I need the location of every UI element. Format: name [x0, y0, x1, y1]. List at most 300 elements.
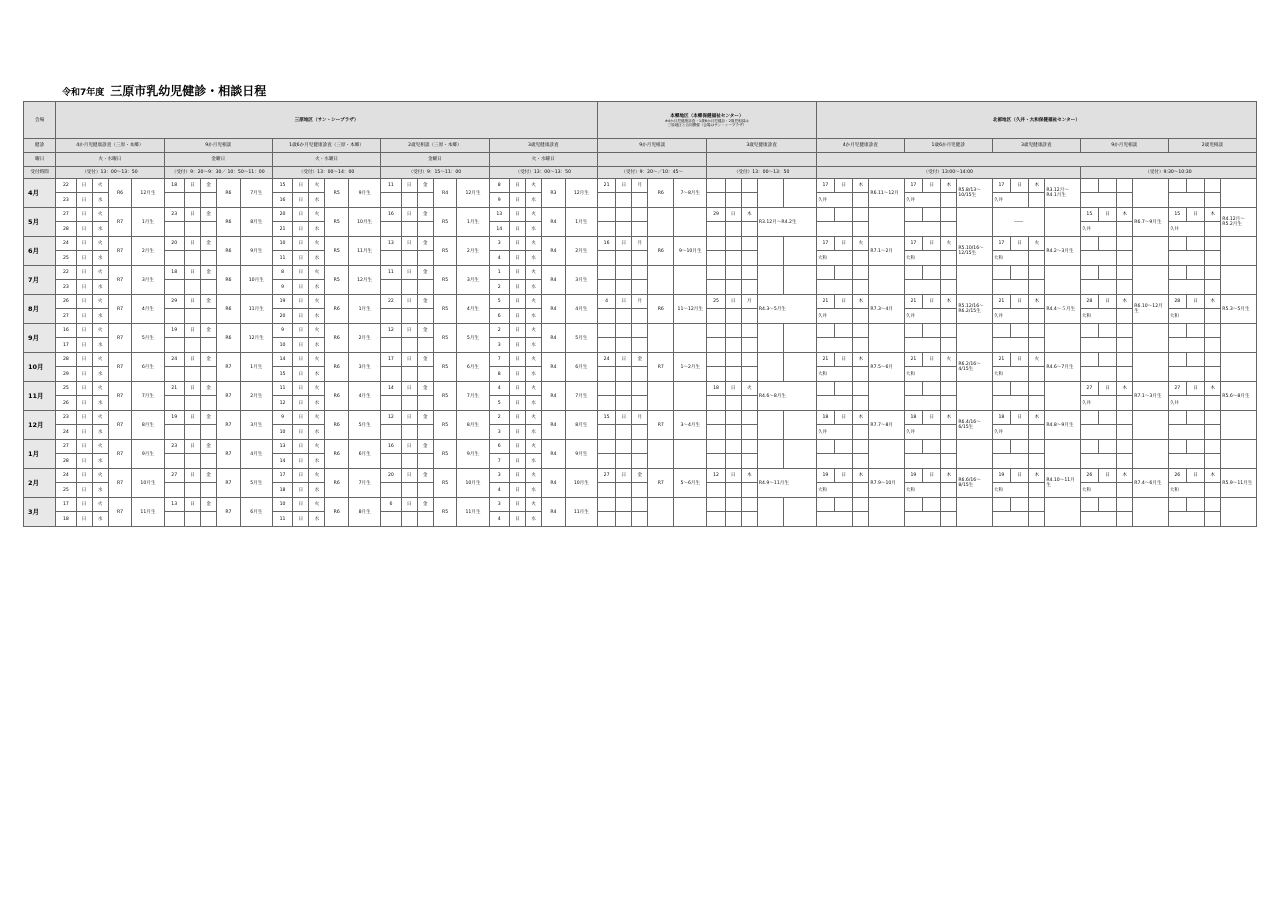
weekday: 金	[201, 266, 217, 280]
weekday: 火	[526, 498, 542, 512]
exam-day: 25	[56, 382, 76, 396]
empty-cell	[725, 266, 741, 280]
empty-cell	[1045, 208, 1080, 237]
empty-cell	[1029, 324, 1045, 338]
location: 久井	[1168, 396, 1204, 411]
day-suffix: 日	[835, 237, 853, 251]
day-suffix: 日	[293, 309, 309, 324]
empty-cell	[853, 251, 869, 266]
empty-cell	[1080, 367, 1116, 382]
exam-day: 4	[597, 295, 615, 309]
exam-day: 24	[597, 353, 615, 367]
day-suffix: 日	[509, 338, 525, 353]
weekday: 水	[92, 251, 108, 266]
weekday: 火	[309, 266, 325, 280]
empty-cell	[816, 266, 834, 280]
empty-cell	[597, 382, 615, 396]
birth-month: 7月生	[240, 179, 272, 208]
birth-month: 12月生	[240, 324, 272, 353]
weekday: 火	[941, 353, 957, 367]
empty-cell	[1205, 425, 1221, 440]
empty-cell	[816, 222, 852, 237]
empty-cell	[1117, 179, 1133, 193]
empty-cell	[184, 280, 200, 295]
empty-cell	[184, 222, 200, 237]
empty-cell	[725, 483, 741, 498]
exam-day: 27	[56, 309, 76, 324]
empty-cell	[941, 382, 957, 396]
birth-era: R6	[217, 266, 241, 295]
exam-header: 4か月児健康診査（三原・本郷）	[56, 139, 164, 153]
exam-day: 17	[992, 237, 1010, 251]
weekday: 木	[853, 469, 869, 483]
empty-cell	[648, 440, 674, 469]
exam-header: 9か月児相談	[1080, 139, 1168, 153]
empty-cell	[164, 338, 184, 353]
empty-cell	[164, 512, 184, 527]
empty-cell	[674, 498, 707, 527]
empty-cell	[1205, 251, 1221, 266]
birth-era: R5	[433, 266, 457, 295]
empty-cell	[741, 179, 757, 193]
empty-cell	[417, 425, 433, 440]
birth-era: R7	[217, 440, 241, 469]
empty-cell	[632, 440, 648, 454]
empty-cell	[401, 512, 417, 527]
day-suffix: 日	[509, 251, 525, 266]
exam-day: 8	[272, 266, 292, 280]
document-title	[62, 80, 266, 99]
empty-cell	[616, 208, 632, 222]
empty-cell	[941, 483, 957, 498]
empty-cell	[1045, 382, 1080, 411]
empty-cell	[707, 367, 725, 382]
exam-day: 21	[904, 295, 922, 309]
exam-day: 24	[164, 353, 184, 367]
birth-era: R4	[542, 382, 566, 411]
reception-time: （受付）13：00〜13：50	[707, 167, 816, 179]
day-suffix: 日	[184, 382, 200, 396]
weekday: 水	[526, 425, 542, 440]
empty-cell	[616, 324, 632, 338]
weekday: 木	[1029, 411, 1045, 425]
empty-cell	[597, 425, 615, 440]
birth-range: R4.6〜8月生	[757, 382, 816, 411]
day-suffix: 日	[76, 396, 92, 411]
exam-day: 18	[904, 411, 922, 425]
day-suffix: 日	[293, 498, 309, 512]
empty-cell	[941, 338, 957, 353]
empty-cell	[1029, 251, 1045, 266]
birth-range: R6.4/16〜6/15生	[957, 411, 992, 440]
birth-month: 10月生	[132, 469, 164, 498]
empty-cell	[1045, 324, 1080, 353]
exam-day: 18	[56, 512, 76, 527]
weekday-header: 金曜日	[381, 153, 489, 167]
empty-cell	[417, 309, 433, 324]
exam-day: 24	[56, 469, 76, 483]
weekday: 月	[632, 237, 648, 251]
birth-era: R5	[325, 179, 349, 208]
day-suffix: 日	[923, 179, 941, 193]
weekday: 金	[417, 179, 433, 193]
day-suffix: 日	[184, 440, 200, 454]
birth-month: 7月生	[565, 382, 597, 411]
birth-month: 1〜2月生	[674, 353, 707, 382]
exam-day: 8	[489, 367, 509, 382]
weekday: 火	[309, 469, 325, 483]
empty-cell	[992, 454, 1028, 469]
day-suffix: 日	[293, 440, 309, 454]
empty-cell	[417, 454, 433, 469]
birth-era: R5	[433, 324, 457, 353]
empty-cell	[1080, 353, 1098, 367]
birth-era: R5	[433, 411, 457, 440]
location: 大和	[1080, 309, 1116, 324]
empty-cell	[835, 266, 853, 280]
schedule-table	[23, 101, 1257, 527]
day-suffix: 日	[76, 469, 92, 483]
empty-cell	[957, 266, 992, 295]
empty-cell	[1205, 324, 1221, 338]
reception-label: 受付時間	[24, 167, 56, 179]
empty-cell	[1029, 396, 1045, 411]
empty-cell	[741, 512, 757, 527]
empty-cell	[941, 266, 957, 280]
empty-cell	[757, 353, 783, 382]
empty-cell	[725, 179, 741, 193]
exam-day: 24	[56, 425, 76, 440]
birth-range: R7.1〜2月	[869, 237, 904, 266]
birth-era: R4	[542, 353, 566, 382]
empty-cell	[992, 338, 1028, 353]
location: 大和	[904, 367, 940, 382]
weekday: 金	[417, 324, 433, 338]
empty-cell	[616, 498, 632, 512]
exam-day: 11	[272, 512, 292, 527]
day-suffix: 日	[293, 483, 309, 498]
venue-mihara: 三原地区（サン・シープラザ）	[56, 102, 598, 139]
empty-cell	[648, 382, 674, 411]
empty-cell	[1168, 251, 1204, 266]
birth-month: 2月生	[457, 237, 489, 266]
empty-cell	[1205, 440, 1221, 454]
empty-cell	[616, 367, 632, 382]
exam-day: 3	[489, 425, 509, 440]
empty-cell	[783, 324, 816, 353]
exam-day: 7	[489, 353, 509, 367]
empty-cell	[1098, 411, 1116, 425]
reception-time: （受付）9：20〜／10：45〜	[597, 167, 706, 179]
empty-cell	[1205, 454, 1221, 469]
birth-month: 11月生	[349, 237, 381, 266]
birth-range: R7.1〜3月生	[1133, 382, 1168, 411]
day-suffix: 日	[835, 295, 853, 309]
empty-cell	[1080, 179, 1098, 193]
exam-header: 2歳児相談	[1168, 139, 1256, 153]
empty-cell	[853, 382, 869, 396]
day-suffix: 日	[509, 483, 525, 498]
empty-cell	[597, 367, 615, 382]
exam-day: 14	[272, 454, 292, 469]
birth-month: 10月生	[457, 469, 489, 498]
day-suffix: 日	[293, 237, 309, 251]
exam-day: 15	[272, 367, 292, 382]
day-suffix: 日	[184, 295, 200, 309]
empty-cell	[401, 367, 417, 382]
weekday: 火	[92, 179, 108, 193]
weekday: 火	[92, 469, 108, 483]
day-suffix: 日	[725, 295, 741, 309]
birth-range: R6.6/16〜8/15生	[957, 469, 992, 498]
empty-cell	[1080, 440, 1098, 454]
day-suffix: 日	[509, 425, 525, 440]
empty-cell	[725, 251, 741, 266]
birth-month: 1月生	[349, 295, 381, 324]
empty-cell	[1205, 280, 1221, 295]
reception-time: （受付）9：20〜9：30／ 10：50〜11：00	[164, 167, 272, 179]
empty-cell	[184, 309, 200, 324]
reception-time: （受付）9:30〜10:30	[1080, 167, 1256, 179]
empty-cell	[904, 440, 922, 454]
empty-cell	[1205, 338, 1221, 353]
weekday: 火	[92, 324, 108, 338]
empty-cell	[816, 512, 852, 527]
day-suffix: 日	[293, 353, 309, 367]
empty-cell	[616, 251, 632, 266]
exam-day: 2	[489, 280, 509, 295]
birth-range: R7.5〜6月	[869, 353, 904, 382]
birth-era: R6	[325, 324, 349, 353]
empty-cell	[674, 266, 707, 295]
day-suffix: 日	[835, 353, 853, 367]
weekday: 火	[309, 440, 325, 454]
weekday: 水	[92, 454, 108, 469]
birth-month: 7月生	[349, 469, 381, 498]
day-suffix: 日	[184, 266, 200, 280]
weekday-label: 曜日	[24, 153, 56, 167]
exam-day: 18	[164, 266, 184, 280]
exam-day: 22	[381, 295, 401, 309]
birth-era: R7	[217, 411, 241, 440]
day-suffix: 日	[76, 179, 92, 193]
empty-cell	[1117, 338, 1133, 353]
empty-cell	[783, 498, 816, 527]
day-suffix: 日	[293, 251, 309, 266]
weekday: 火	[92, 498, 108, 512]
weekday: 水	[309, 251, 325, 266]
empty-cell	[707, 498, 725, 512]
weekday: 木	[853, 179, 869, 193]
birth-era: R7	[108, 295, 132, 324]
empty-cell	[923, 440, 941, 454]
day-suffix: 日	[76, 454, 92, 469]
day-suffix: 日	[1010, 237, 1028, 251]
empty-cell	[835, 324, 853, 338]
empty-cell	[853, 280, 869, 295]
reception-time: （受付）13：00〜13：50	[489, 167, 597, 179]
exam-day: 26	[56, 396, 76, 411]
empty-cell	[1098, 179, 1116, 193]
empty-cell	[957, 208, 992, 237]
day-suffix: 日	[509, 454, 525, 469]
day-suffix: 日	[509, 512, 525, 527]
birth-month: 5月生	[565, 324, 597, 353]
birth-era: R5	[325, 266, 349, 295]
birth-era: R7	[648, 353, 674, 382]
empty-cell	[725, 425, 741, 440]
exam-day: 19	[904, 469, 922, 483]
weekday: 木	[1029, 179, 1045, 193]
empty-cell	[725, 454, 741, 469]
exam-day: 5	[489, 396, 509, 411]
exam-day: 18	[992, 411, 1010, 425]
empty-cell	[381, 483, 401, 498]
weekday: 水	[526, 309, 542, 324]
birth-era: R6	[217, 208, 241, 237]
empty-cell	[616, 425, 632, 440]
weekday: 火	[309, 237, 325, 251]
empty-cell	[201, 338, 217, 353]
month-label: 7月	[24, 266, 56, 295]
exam-day: 27	[1080, 382, 1098, 396]
birth-era: R4	[433, 179, 457, 208]
birth-month: 7月生	[457, 382, 489, 411]
empty-cell	[1186, 179, 1204, 193]
exam-header: 1歳6か月児健診	[904, 139, 992, 153]
birth-range: R4.8〜9月生	[1045, 411, 1080, 440]
day-suffix: 日	[293, 208, 309, 222]
day-suffix: 日	[184, 208, 200, 222]
empty-cell	[164, 309, 184, 324]
empty-cell	[1168, 454, 1204, 469]
empty-cell	[417, 338, 433, 353]
empty-cell	[941, 396, 957, 411]
empty-cell	[853, 396, 869, 411]
day-suffix: 日	[509, 324, 525, 338]
empty-cell	[417, 367, 433, 382]
empty-cell	[1205, 193, 1221, 208]
empty-cell	[757, 324, 783, 353]
day-suffix: 日	[616, 411, 632, 425]
birth-month: 3月生	[565, 266, 597, 295]
day-suffix: 日	[509, 208, 525, 222]
weekday: 木	[1117, 208, 1133, 222]
birth-month: 2月生	[349, 324, 381, 353]
empty-cell	[992, 280, 1028, 295]
empty-cell	[1117, 222, 1133, 237]
empty-cell	[184, 483, 200, 498]
empty-cell	[616, 280, 632, 295]
empty-cell	[164, 367, 184, 382]
exam-day: 15	[597, 411, 615, 425]
fiscal-year: 令和7年度	[62, 88, 105, 98]
weekday: 水	[309, 338, 325, 353]
exam-day: 3	[489, 469, 509, 483]
empty-cell	[1117, 498, 1133, 512]
empty-cell	[1168, 266, 1186, 280]
birth-month: 2月生	[240, 382, 272, 411]
location: 大和	[816, 483, 852, 498]
exam-day: 17	[904, 237, 922, 251]
empty-cell	[597, 222, 615, 237]
exam-day: 11	[381, 266, 401, 280]
empty-cell	[1221, 498, 1257, 527]
day-suffix: 日	[76, 208, 92, 222]
empty-cell	[725, 222, 741, 237]
day-suffix: 日	[923, 469, 941, 483]
location: 久井	[816, 309, 852, 324]
exam-day: 21	[904, 353, 922, 367]
empty-cell	[853, 193, 869, 208]
day-suffix: 日	[509, 295, 525, 309]
exam-day: 3	[489, 498, 509, 512]
empty-cell	[1168, 425, 1204, 440]
empty-cell	[201, 251, 217, 266]
empty-cell	[853, 425, 869, 440]
empty-cell	[904, 280, 940, 295]
empty-cell	[816, 382, 834, 396]
empty-cell	[904, 512, 940, 527]
birth-era: R4	[542, 295, 566, 324]
empty-cell	[707, 324, 725, 338]
birth-month: 3月生	[457, 266, 489, 295]
empty-cell	[853, 367, 869, 382]
day-suffix: 日	[835, 411, 853, 425]
exam-day: 21	[992, 295, 1010, 309]
day-suffix: 日	[1186, 208, 1204, 222]
birth-era: R6	[325, 469, 349, 498]
empty-cell	[707, 309, 725, 324]
empty-cell	[725, 338, 741, 353]
birth-era: R7	[648, 469, 674, 498]
birth-era: R7	[108, 266, 132, 295]
day-suffix: 日	[76, 251, 92, 266]
birth-month: 1月生	[240, 353, 272, 382]
weekday-header: 火・水曜日	[272, 153, 380, 167]
empty-cell	[707, 266, 725, 280]
empty-cell	[632, 338, 648, 353]
month-label: 12月	[24, 411, 56, 440]
birth-era: R6	[325, 295, 349, 324]
weekday: 水	[309, 512, 325, 527]
day-suffix: 日	[923, 353, 941, 367]
day-suffix: 日	[509, 309, 525, 324]
exam-day: 28	[1080, 295, 1098, 309]
day-suffix: 日	[293, 469, 309, 483]
birth-era: R5	[433, 469, 457, 498]
empty-cell	[853, 324, 869, 338]
empty-cell	[201, 367, 217, 382]
exam-day: 27	[56, 440, 76, 454]
empty-cell	[904, 222, 940, 237]
empty-cell	[1205, 266, 1221, 280]
empty-cell	[201, 222, 217, 237]
empty-cell	[853, 338, 869, 353]
empty-cell	[707, 222, 725, 237]
weekday: 水	[526, 367, 542, 382]
birth-month: 8月生	[349, 498, 381, 527]
empty-cell	[674, 324, 707, 353]
empty-cell	[707, 338, 725, 353]
day-suffix: 日	[184, 411, 200, 425]
exam-header: 3歳児健康診査	[707, 139, 816, 153]
birth-month: 11〜12月生	[674, 295, 707, 324]
location: 久井	[992, 309, 1028, 324]
birth-era: R6	[325, 498, 349, 527]
birth-range: R5.6〜8月生	[1221, 382, 1257, 411]
birth-era: R5	[433, 382, 457, 411]
